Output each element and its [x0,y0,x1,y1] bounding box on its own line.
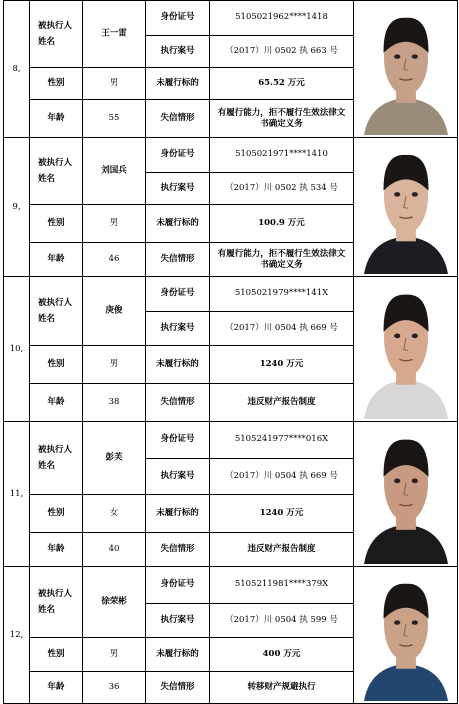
gender-label: 性别 [30,205,83,243]
case-number-label: 执行案号 [146,172,210,205]
person-label: 被执行人 姓名 [30,422,83,495]
person-label: 被执行人 姓名 [30,567,83,638]
dishonest-situation-label: 失信情形 [146,384,210,422]
person-label: 被执行人 姓名 [30,277,83,346]
person-name: 彭芙 [83,422,146,495]
gender-value: 女 [83,495,146,533]
portrait-photo [356,569,456,701]
dishonest-situation-value: 有履行能力，拒不履行生效法律文书确定义务 [210,100,354,138]
gender-label: 性别 [30,495,83,533]
person-label: 被执行人 姓名 [30,1,83,68]
age-label: 年龄 [30,384,83,422]
case-number-value: （2017）川 0504 执 599 号 [210,603,354,638]
case-number-value: （2017）川 0504 执 669 号 [210,311,354,346]
case-number-label: 执行案号 [146,603,210,638]
gender-value: 男 [83,68,146,100]
age-label: 年龄 [30,243,83,277]
gender-value: 男 [83,346,146,384]
age-label: 年龄 [30,100,83,138]
person-name: 庚俊 [83,277,146,346]
record-number: 9, [4,138,30,277]
person-label: 被执行人 姓名 [30,138,83,205]
id-number-value: 5105021979****141X [210,277,354,312]
age-value: 46 [83,243,146,277]
photo-cell [354,138,458,277]
age-value: 55 [83,100,146,138]
unfulfilled-label: 未履行标的 [146,68,210,100]
portrait-photo [356,140,456,274]
dishonest-situation-value: 有履行能力，拒不履行生效法律文书确定义务 [210,243,354,277]
record-number: 12, [4,567,30,704]
id-number-label: 身份证号 [146,138,210,173]
photo-cell [354,1,458,138]
age-value: 36 [83,672,146,704]
record-number: 11, [4,422,30,567]
photo-cell [354,422,458,567]
gender-value: 男 [83,205,146,243]
gender-label: 性别 [30,68,83,100]
dishonest-situation-value: 违反财产报告制度 [210,384,354,422]
portrait-photo [356,3,456,135]
case-number-value: （2017）川 0502 执 663 号 [210,35,354,68]
id-number-value: 5105021962****1418 [210,1,354,36]
id-number-value: 5105021971****1410 [210,138,354,173]
unfulfilled-label: 未履行标的 [146,638,210,672]
id-number-label: 身份证号 [146,567,210,604]
person-name: 徐荣彬 [83,567,146,638]
id-number-value: 5105211981****379X [210,567,354,604]
age-label: 年龄 [30,533,83,567]
roster-table [3,0,458,704]
age-value: 38 [83,384,146,422]
portrait-photo [356,424,456,564]
dishonest-situation-label: 失信情形 [146,243,210,277]
unfulfilled-amount: 1240 万元 [210,495,354,533]
person-name: 刘国兵 [83,138,146,205]
dishonest-situation-value: 转移财产规避执行 [210,672,354,704]
unfulfilled-amount: 1240 万元 [210,346,354,384]
age-value: 40 [83,533,146,567]
person-name: 王一雷 [83,1,146,68]
case-number-label: 执行案号 [146,458,210,495]
unfulfilled-label: 未履行标的 [146,495,210,533]
dishonest-situation-label: 失信情形 [146,100,210,138]
gender-value: 男 [83,638,146,672]
id-number-label: 身份证号 [146,277,210,312]
case-number-label: 执行案号 [146,311,210,346]
case-number-label: 执行案号 [146,35,210,68]
dishonest-situation-label: 失信情形 [146,672,210,704]
id-number-label: 身份证号 [146,1,210,36]
id-number-label: 身份证号 [146,422,210,459]
unfulfilled-label: 未履行标的 [146,346,210,384]
photo-cell [354,567,458,704]
record-number: 8, [4,1,30,138]
unfulfilled-amount: 400 万元 [210,638,354,672]
dishonest-situation-label: 失信情形 [146,533,210,567]
unfulfilled-label: 未履行标的 [146,205,210,243]
unfulfilled-amount: 100.9 万元 [210,205,354,243]
case-number-value: （2017）川 0502 执 534 号 [210,172,354,205]
portrait-photo [356,279,456,419]
gender-label: 性别 [30,346,83,384]
age-label: 年龄 [30,672,83,704]
record-number: 10, [4,277,30,422]
dishonest-situation-value: 违反财产报告制度 [210,533,354,567]
gender-label: 性别 [30,638,83,672]
id-number-value: 5105241977****016X [210,422,354,459]
unfulfilled-amount: 65.52 万元 [210,68,354,100]
photo-cell [354,277,458,422]
case-number-value: （2017）川 0504 执 669 号 [210,458,354,495]
